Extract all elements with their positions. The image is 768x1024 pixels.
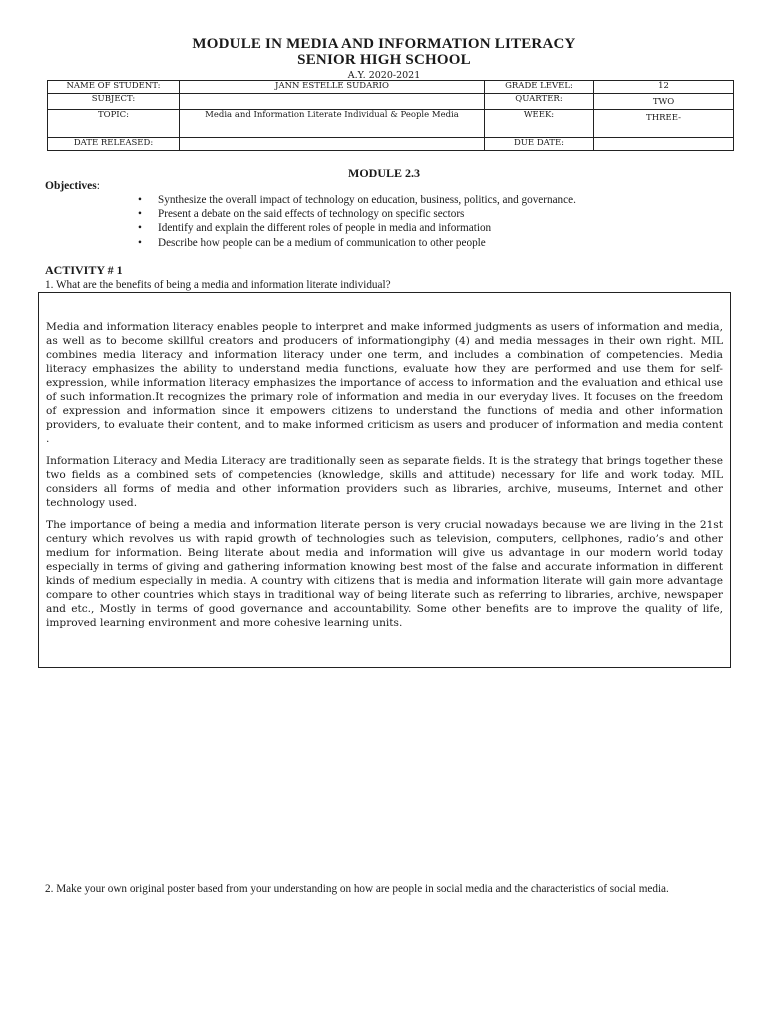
objectives-colon: :	[96, 180, 100, 192]
quarter-label: QUARTER:	[485, 94, 594, 110]
info-row-name	[48, 81, 734, 94]
subject-value	[180, 94, 485, 110]
objective-item	[138, 207, 738, 221]
objective-text: Describe how people can be a medium of communication to other people	[158, 236, 486, 249]
bullet: •	[138, 208, 142, 221]
bullet: •	[138, 194, 142, 206]
answer-text	[46, 320, 723, 638]
bullet: •	[138, 222, 142, 235]
objective-text: Synthesize the overall impact of technology on education, business, politics, and governance.	[158, 194, 576, 206]
info-row-dates	[48, 138, 734, 151]
grade-value: 12	[594, 81, 734, 94]
student-info-table	[47, 80, 734, 151]
week-value: THREE-	[594, 110, 734, 138]
objectives-label-text: Objectives	[45, 180, 97, 192]
question-1: 1. What are the benefits of being a media and information literate individual?	[45, 279, 391, 291]
date-released-value	[180, 138, 485, 151]
objectives-label	[45, 180, 100, 192]
answer-paragraph: The importance of being a media and information literate person is very crucial nowadays because we are living in the 21st century which revolves us with rapid growth of technologies such as television, computers, cellphones, radio’s and other medium for information. Being literate about media and information will give us advantage in our modern world today especially in terms of giving and gathering information knowing best most of the false and accurate information in different kinds of medium especially in media. A country with citizens that is media and information literate will gain more advantage compare to other countries which stays in traditional way of being literate such as referring to libraries, archive, newspaper and etc., Mostly in terms of good governance and accountability. Some other benefits are to improve the quality of life, improved learning environment and more cohesive learning units.	[46, 519, 723, 629]
document-subtitle: SENIOR HIGH SCHOOL	[297, 52, 471, 68]
name-label: NAME OF STUDENT:	[48, 81, 180, 94]
objectives-list	[138, 193, 738, 250]
due-date-value	[594, 138, 734, 151]
answer-paragraph: Information Literacy and Media Literacy are traditionally seen as separate fields. It is the strategy that brings together these two fields as a combined sets of competencies (knowledge, skills and attitude) necessary for life and work today. MIL considers all forms of media and other information providers such as libraries, archive, museums, Internet and other technology used.	[46, 455, 723, 509]
topic-label: TOPIC:	[48, 110, 180, 138]
due-date-label: DUE DATE:	[485, 138, 594, 151]
grade-label: GRADE LEVEL:	[485, 81, 594, 94]
activity-heading: ACTIVITY # 1	[45, 263, 123, 277]
question-2: 2. Make your own original poster based from your understanding on how are people in social media and the characteristics of social media.	[45, 883, 669, 895]
objective-text: Present a debate on the said effects of technology on specific sectors	[158, 208, 465, 221]
objective-item	[138, 193, 738, 207]
topic-value: Media and Information Literate Individual & People Media	[180, 110, 485, 138]
module-heading: MODULE 2.3	[348, 166, 420, 180]
bullet: •	[138, 236, 142, 249]
week-label: WEEK:	[485, 110, 594, 138]
document-title: MODULE IN MEDIA AND INFORMATION LITERACY	[192, 36, 576, 52]
answer-paragraph: Media and information literacy enables people to interpret and make informed judgments as users of information and media, as well as to become skillful creators and producers of informationgiphy (4) and media messages in their own right. MIL combines media literacy and information literacy under one term, and includes a combination of competencies. Media literacy emphasizes the ability to understand media functions, evaluate how they are performed and use them for self-expression, while information literacy emphasizes the importance of access to information and the evaluation and ethical use of such information.It recognizes the primary role of information and media in our everyday lives. It focuses on the freedom of expression and information since it empowers citizens to understand the functions of media and other information providers, to evaluate their content, and to make informed criticism as users and producer of information and media content .	[46, 321, 723, 445]
objective-item	[138, 236, 738, 250]
academic-year: A.Y. 2020-2021	[347, 70, 421, 81]
subject-label: SUBJECT:	[48, 94, 180, 110]
objective-text: Identify and explain the different roles of people in media and information	[158, 222, 492, 235]
name-value: JANN ESTELLE SUDARIO	[180, 81, 485, 94]
info-row-topic	[48, 110, 734, 138]
quarter-value: TWO	[594, 94, 734, 110]
info-row-subject	[48, 94, 734, 110]
objective-item	[138, 221, 738, 235]
date-released-label: DATE RELEASED:	[48, 138, 180, 151]
